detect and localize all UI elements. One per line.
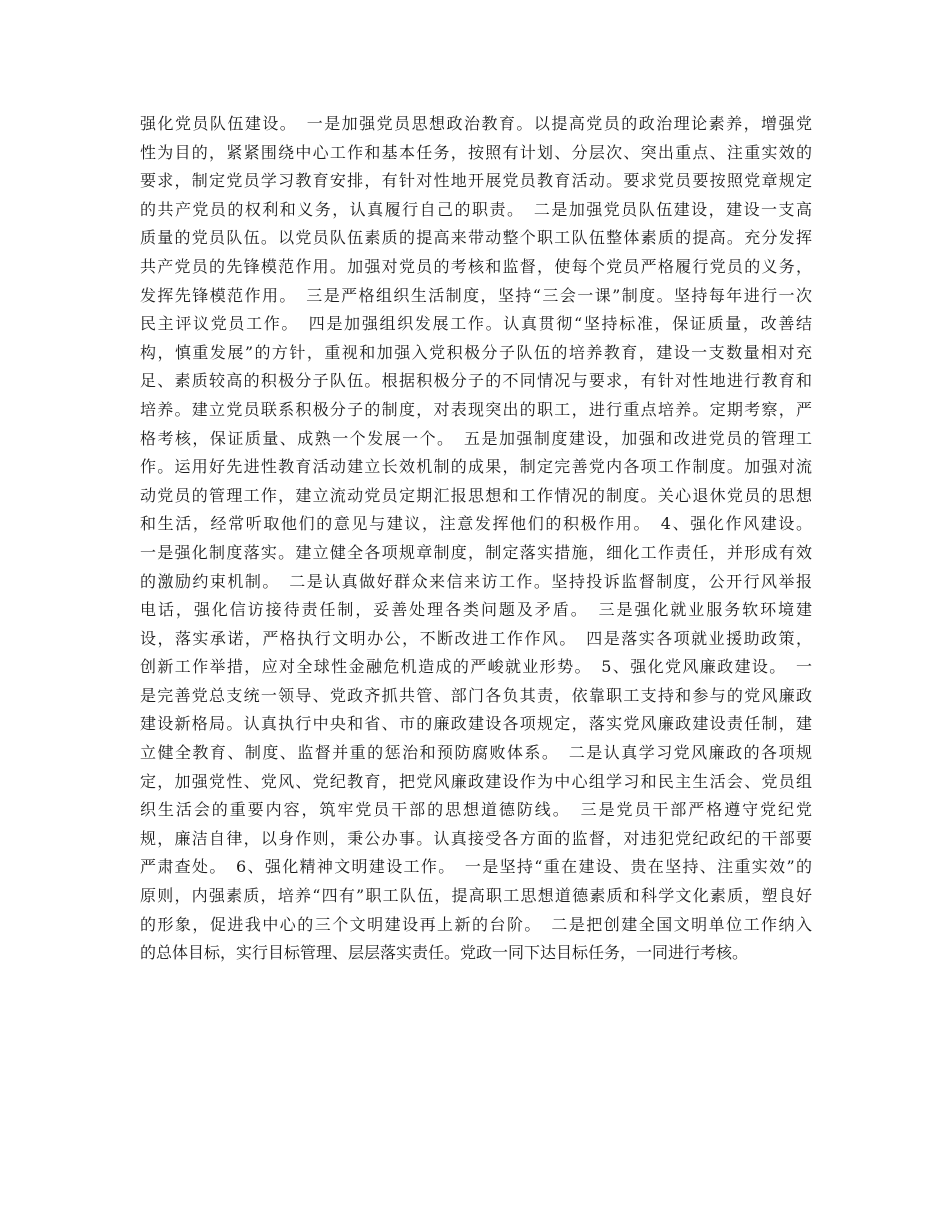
text-line: 创新工作举措，应对全球性金融危机造成的严峻就业形势。 5、强化党风廉政建设。 一 [140, 657, 812, 677]
text-line: 共产党员的先锋模范作用。加强对党员的考核和监督，使每个党员严格履行党员的义务， [140, 256, 812, 276]
text-line: 培养。建立党员联系积极分子的制度，对表现突出的职工，进行重点培养。定期考察，严 [140, 399, 812, 419]
text-line: 质量的党员队伍。以党员队伍素质的提高来带动整个职工队伍整体素质的提高。充分发挥 [140, 228, 812, 248]
text-line: 是完善党总支统一领导、党政齐抓共管、部门各负其责，依靠职工支持和参与的党风廉政 [140, 685, 812, 705]
text-line: 和生活，经常听取他们的意见与建议，注意发挥他们的积极作用。 4、强化作风建设。 [140, 514, 812, 534]
text-line: 的总体目标，实行目标管理、层层落实责任。党政一同下达目标任务，一同进行考核。 [140, 943, 749, 963]
text-line: 的共产党员的权利和义务，认真履行自己的职责。 二是加强党员队伍建设，建设一支高 [140, 199, 812, 219]
text-line: 严肃查处。 6、强化精神文明建设工作。 一是坚持“重在建设、贵在坚持、注重实效”的 [140, 857, 812, 877]
text-line: 的形象，促进我中心的三个文明建设再上新的台阶。 二是把创建全国文明单位工作纳入 [140, 914, 812, 934]
text-line: 格考核，保证质量、成熟一个发展一个。 五是加强制度建设，加强和改进党员的管理工 [140, 428, 812, 448]
text-line: 性为目的，紧紧围绕中心工作和基本任务，按照有计划、分层次、突出重点、注重实效的 [140, 142, 812, 162]
text-line: 发挥先锋模范作用。 三是严格组织生活制度，坚持“三会一课”制度。坚持每年进行一次 [140, 285, 812, 305]
text-line: 足、素质较高的积极分子队伍。根据积极分子的不同情况与要求，有针对性地进行教育和 [140, 371, 812, 391]
text-line: 强化党员队伍建设。 一是加强党员思想政治教育。以提高党员的政治理论素养，增强党 [140, 114, 812, 133]
text-line: 一是强化制度落实。建立健全各项规章制度，制定落实措施，细化工作责任，并形成有效 [140, 542, 812, 562]
text-line: 构，慎重发展”的方针，重视和加强入党积极分子队伍的培养教育，建设一支数量相对充 [140, 342, 812, 362]
text-line: 动党员的管理工作，建立流动党员定期汇报思想和工作情况的制度。关心退休党员的思想 [140, 485, 812, 505]
text-line: 建设新格局。认真执行中央和省、市的廉政建设各项规定，落实党风廉政建设责任制，建 [140, 714, 812, 734]
document-body [140, 110, 812, 968]
text-line: 的激励约束机制。 二是认真做好群众来信来访工作。坚持投诉监督制度，公开行风举报 [140, 571, 812, 591]
text-line: 民主评议党员工作。 四是加强组织发展工作。认真贯彻“坚持标准，保证质量，改善结 [140, 314, 812, 334]
text-line: 立健全教育、制度、监督并重的惩治和预防腐败体系。 二是认真学习党风廉政的各项规 [140, 743, 812, 763]
text-line: 定，加强党性、党风、党纪教育，把党风廉政建设作为中心组学习和民主生活会、党员组 [140, 771, 812, 791]
text-line: 织生活会的重要内容，筑牢党员干部的思想道德防线。 三是党员干部严格遵守党纪党 [140, 800, 812, 820]
text-line: 设，落实承诺，严格执行文明办公，不断改进工作作风。 四是落实各项就业援助政策， [140, 628, 812, 648]
text-line: 规，廉洁自律，以身作则，秉公办事。认真接受各方面的监督，对违犯党纪政纪的干部要 [140, 828, 812, 848]
text-line: 原则，内强素质，培养“四有”职工队伍，提高职工思想道德素质和科学文化素质，塑良好 [140, 886, 812, 906]
text-line: 要求，制定党员学习教育安排，有针对性地开展党员教育活动。要求党员要按照党章规定 [140, 171, 812, 191]
text-line: 作。运用好先进性教育活动建立长效机制的成果，制定完善党内各项工作制度。加强对流 [140, 457, 812, 477]
text-line: 电话，强化信访接待责任制，妥善处理各类问题及矛盾。 三是强化就业服务软环境建 [140, 600, 812, 620]
